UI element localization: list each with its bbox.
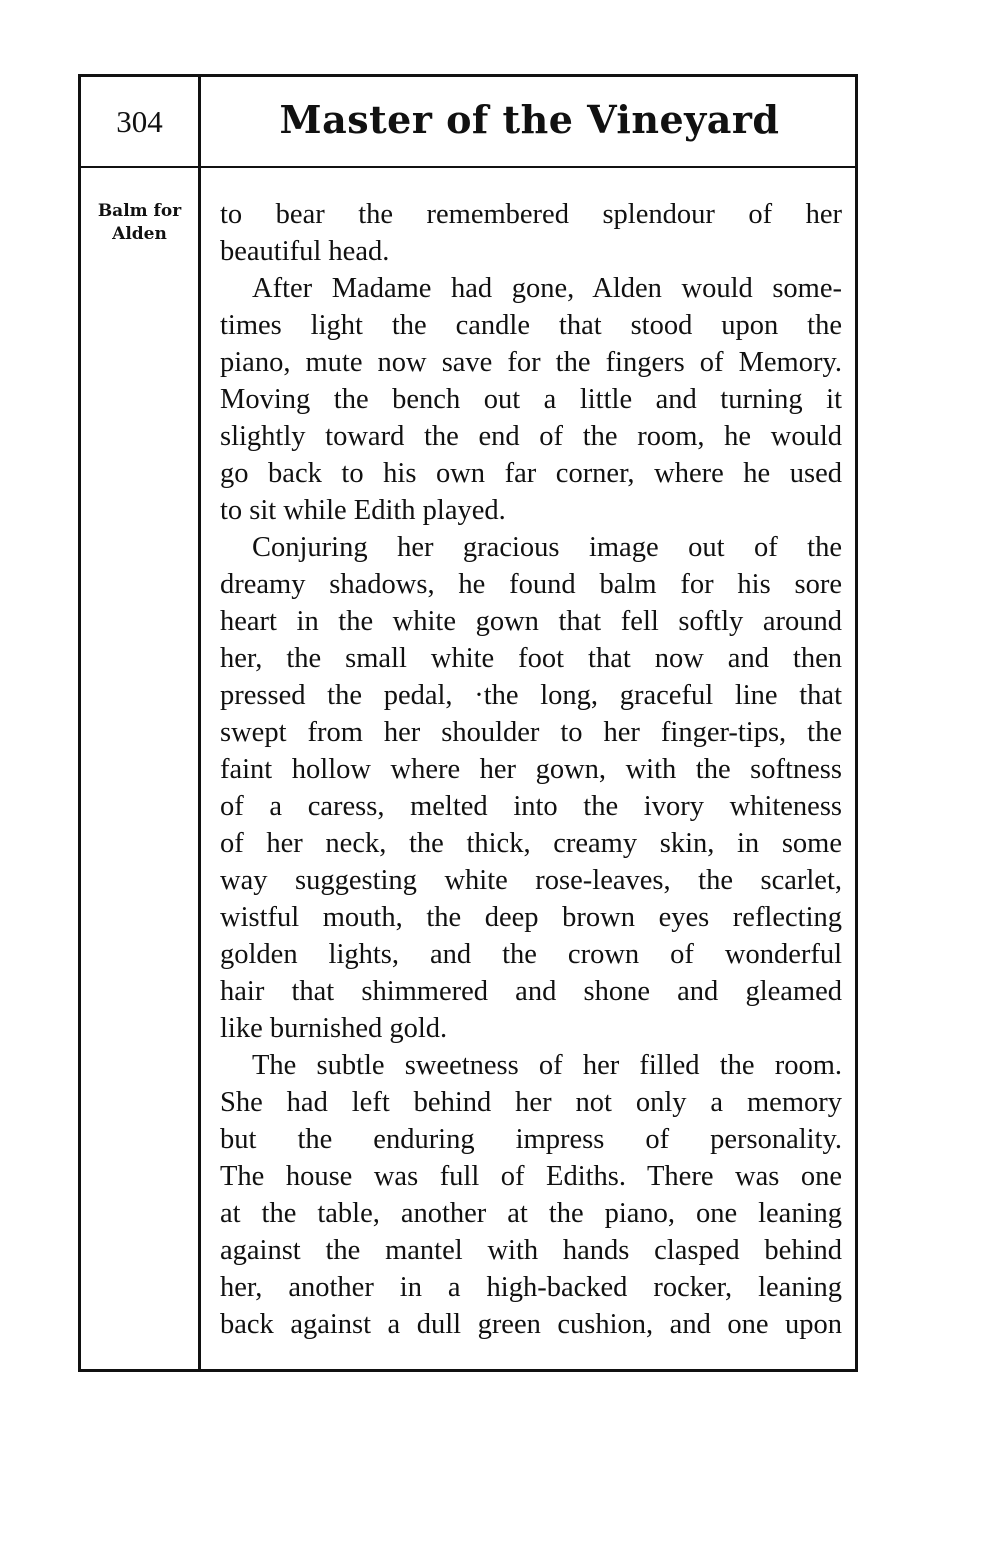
text-line: her, another in a high-backed rocker, leaning [220, 1272, 842, 1303]
text-line: Moving the bench out a little and turning it [220, 384, 842, 415]
text-line: The subtle sweetness of her filled the room. [252, 1050, 842, 1081]
text-line: dreamy shadows, he found balm for his sore [220, 569, 842, 600]
body-text [220, 196, 842, 1343]
text-line: way suggesting white rose-leaves, the scarlet, [220, 865, 842, 896]
text-line: She had left behind her not only a memory [220, 1087, 842, 1118]
text-line: against the mantel with hands clasped behind [220, 1235, 842, 1266]
text-line: like burnished gold. [220, 1013, 448, 1044]
header-rule [78, 166, 858, 168]
text-line: pressed the pedal, ·the long, graceful line that [220, 680, 842, 711]
text-line: golden lights, and the crown of wonderful [220, 939, 842, 970]
text-line: faint hollow where her gown, with the softness [220, 754, 842, 785]
text-line: of a caress, melted into the ivory whiteness [220, 791, 842, 822]
margin-note [81, 200, 198, 246]
text-line: Conjuring her gracious image out of the [252, 532, 842, 563]
text-line: of her neck, the thick, creamy skin, in some [220, 828, 842, 859]
running-title: Master of the Vineyard [279, 97, 780, 142]
text-line: back against a dull green cushion, and one upon [220, 1309, 842, 1340]
margin-note-line: Balm for [97, 201, 182, 221]
margin-note-line: Alden [112, 224, 167, 244]
text-line: go back to his own far corner, where he used [220, 458, 842, 489]
text-line: piano, mute now save for the fingers of Memory. [220, 347, 842, 378]
column-divider [198, 74, 201, 1372]
text-line: After Madame had gone, Alden would some- [252, 273, 842, 304]
text-line: to bear the remembered splendour of her [220, 199, 842, 230]
text-line: but the enduring impress of personality. [220, 1124, 842, 1155]
text-line: to sit while Edith played. [220, 495, 506, 526]
text-line: swept from her shoulder to her finger-tips, the [220, 717, 842, 748]
text-line: beautiful head. [220, 236, 390, 267]
text-line: hair that shimmered and shone and gleamed [220, 976, 842, 1007]
text-line: at the table, another at the piano, one leaning [220, 1198, 842, 1229]
text-line: times light the candle that stood upon the [220, 310, 842, 341]
page-number: 304 [116, 104, 163, 139]
text-line: her, the small white foot that now and then [220, 643, 842, 674]
text-line: slightly toward the end of the room, he would [220, 421, 842, 452]
text-line: The house was full of Ediths. There was one [220, 1161, 842, 1192]
text-line: wistful mouth, the deep brown eyes reflecting [220, 902, 842, 933]
text-line: heart in the white gown that fell softly around [220, 606, 842, 637]
